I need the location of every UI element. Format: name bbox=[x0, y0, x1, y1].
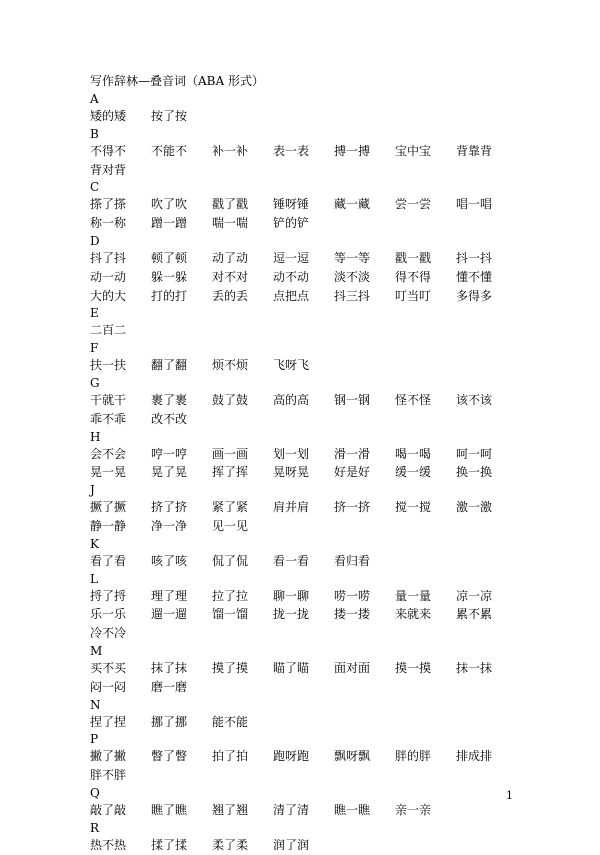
word-entry: 会不会 bbox=[90, 446, 127, 461]
word-entry: 跑呀跑 bbox=[273, 749, 310, 764]
word-entry: 挤一挤 bbox=[334, 500, 371, 515]
letter-section bbox=[90, 820, 590, 855]
word-row bbox=[90, 498, 590, 517]
word-entry: 不能不 bbox=[151, 143, 188, 158]
word-entry: 闷一闷 bbox=[90, 679, 127, 694]
word-entry: 撅了撅 bbox=[90, 500, 127, 515]
section-letter: J bbox=[90, 483, 95, 498]
word-entry: 看一看 bbox=[273, 553, 310, 568]
word-row bbox=[90, 356, 590, 375]
word-entry: 拉了拉 bbox=[212, 588, 249, 603]
word-entry: 累不累 bbox=[456, 607, 493, 622]
letter-section bbox=[90, 233, 590, 305]
section-letter: P bbox=[90, 732, 99, 747]
word-entry: 撇了撇 bbox=[90, 749, 127, 764]
word-entry: 按了按 bbox=[151, 109, 188, 123]
word-entry: 理了理 bbox=[151, 588, 188, 603]
section-letter: Q bbox=[90, 785, 100, 800]
word-row bbox=[90, 321, 590, 340]
section-letter: N bbox=[90, 697, 101, 712]
word-entry: 改不改 bbox=[151, 411, 188, 426]
word-entry: 唱一唱 bbox=[456, 197, 493, 212]
word-entry: 润了润 bbox=[273, 837, 310, 852]
word-entry: 揉了揉 bbox=[151, 837, 188, 852]
letter-section bbox=[90, 482, 590, 536]
word-entry: 热不热 bbox=[90, 837, 127, 852]
word-entry: 喝一喝 bbox=[395, 446, 432, 461]
word-entry: 铲的铲 bbox=[273, 216, 310, 231]
word-entry: 抖一抖 bbox=[456, 250, 493, 265]
word-entry: 胖的胖 bbox=[395, 749, 432, 764]
word-entry: 拍了拍 bbox=[212, 749, 249, 764]
word-entry: 遛一遛 bbox=[151, 607, 188, 622]
word-row bbox=[90, 801, 590, 820]
word-entry: 鼓了鼓 bbox=[212, 392, 249, 407]
word-row bbox=[90, 410, 590, 429]
word-entry: 侃了侃 bbox=[212, 553, 249, 568]
word-entry: 咳了咳 bbox=[151, 553, 188, 568]
letter-section bbox=[90, 697, 590, 732]
word-entry: 点把点 bbox=[273, 288, 310, 303]
word-entry: 丢的丢 bbox=[212, 288, 249, 303]
word-row bbox=[90, 107, 590, 126]
section-letter: L bbox=[90, 571, 98, 586]
word-entry: 背靠背 bbox=[456, 143, 493, 158]
word-entry: 搂一搂 bbox=[334, 607, 371, 622]
word-entry: 瞥了瞥 bbox=[151, 749, 188, 764]
word-entry: 滑一滑 bbox=[334, 446, 371, 461]
word-entry: 尝一尝 bbox=[395, 197, 432, 212]
word-entry: 飘呀飘 bbox=[334, 749, 371, 764]
word-entry: 肩并肩 bbox=[273, 500, 310, 515]
word-row bbox=[90, 287, 590, 306]
word-entry: 静一静 bbox=[90, 518, 127, 533]
word-entry: 顿了顿 bbox=[151, 250, 188, 265]
section-letter: A bbox=[90, 92, 99, 106]
word-entry: 多得多 bbox=[456, 288, 493, 303]
word-row bbox=[90, 659, 590, 678]
section-letter: D bbox=[90, 233, 100, 248]
word-row bbox=[90, 142, 590, 161]
word-row bbox=[90, 678, 590, 697]
word-entry: 藏一藏 bbox=[334, 197, 371, 212]
section-letter: G bbox=[90, 375, 100, 390]
word-entry: 凉一凉 bbox=[456, 588, 493, 603]
word-entry: 高的高 bbox=[273, 392, 310, 407]
section-letter: R bbox=[90, 820, 100, 835]
word-entry: 搽了搽 bbox=[90, 197, 127, 212]
word-entry: 换一换 bbox=[456, 465, 493, 480]
word-entry: 锤呀锤 bbox=[273, 197, 310, 212]
word-entry: 大的大 bbox=[90, 288, 127, 303]
letter-section bbox=[90, 643, 590, 697]
word-entry: 补一补 bbox=[212, 143, 249, 158]
letter-section bbox=[90, 731, 590, 785]
word-entry: 瞧了瞧 bbox=[151, 802, 188, 817]
letter-section bbox=[90, 536, 590, 571]
letter-section bbox=[90, 375, 590, 429]
section-letter: E bbox=[90, 306, 99, 321]
word-entry: 钢一钢 bbox=[334, 392, 371, 407]
word-entry: 二百二 bbox=[90, 323, 127, 338]
word-entry: 动一动 bbox=[90, 269, 127, 284]
word-entry: 背对背 bbox=[90, 162, 127, 177]
word-entry: 冷不冷 bbox=[90, 626, 127, 641]
word-entry: 晃呀晃 bbox=[273, 465, 310, 480]
word-entry: 戳了戳 bbox=[212, 197, 249, 212]
letter-section bbox=[90, 91, 590, 126]
word-entry: 乐一乐 bbox=[90, 607, 127, 622]
word-entry: 清了清 bbox=[273, 802, 310, 817]
word-entry: 好是好 bbox=[334, 465, 371, 480]
letter-section bbox=[90, 179, 590, 233]
word-entry: 敲了敲 bbox=[90, 802, 127, 817]
section-letter: F bbox=[90, 341, 99, 356]
word-row bbox=[90, 605, 590, 624]
word-entry: 排成排 bbox=[456, 749, 493, 764]
word-row bbox=[90, 766, 590, 785]
word-row bbox=[90, 463, 590, 482]
word-entry: 摸一摸 bbox=[395, 660, 432, 675]
word-entry: 拢一拢 bbox=[273, 607, 310, 622]
section-letter: C bbox=[90, 180, 100, 195]
word-entry: 缓一缓 bbox=[395, 465, 432, 480]
word-entry: 划一划 bbox=[273, 446, 310, 461]
word-entry: 净一净 bbox=[151, 518, 188, 533]
word-entry: 面对面 bbox=[334, 660, 371, 675]
word-entry: 抖三抖 bbox=[334, 288, 371, 303]
word-entry: 淡不淡 bbox=[334, 269, 371, 284]
word-entry: 瞄了瞄 bbox=[273, 660, 310, 675]
word-entry: 搅一搅 bbox=[395, 500, 432, 515]
word-entry: 挥了挥 bbox=[212, 465, 249, 480]
word-entry: 挤了挤 bbox=[151, 500, 188, 515]
word-row bbox=[90, 249, 590, 268]
word-row bbox=[90, 747, 590, 766]
section-letter: H bbox=[90, 429, 101, 444]
word-row bbox=[90, 836, 590, 855]
word-entry: 矮的矮 bbox=[90, 109, 127, 123]
word-entry: 激一激 bbox=[456, 500, 493, 515]
word-entry: 叮当叮 bbox=[395, 288, 432, 303]
word-entry: 捋了捋 bbox=[90, 588, 127, 603]
word-entry: 见一见 bbox=[212, 518, 249, 533]
word-entry: 唠一唠 bbox=[334, 588, 371, 603]
word-entry: 等一等 bbox=[334, 250, 371, 265]
word-entry: 能不能 bbox=[212, 714, 249, 729]
word-entry: 看了看 bbox=[90, 553, 127, 568]
word-entry: 动了动 bbox=[212, 250, 249, 265]
word-entry: 表一表 bbox=[273, 143, 310, 158]
word-row bbox=[90, 268, 590, 287]
word-entry: 飞呀飞 bbox=[273, 358, 310, 373]
word-entry: 烦不烦 bbox=[212, 358, 249, 373]
letter-section bbox=[90, 126, 590, 180]
letter-section bbox=[90, 305, 590, 340]
word-entry: 晃了晃 bbox=[151, 465, 188, 480]
word-entry: 裹了裹 bbox=[151, 392, 188, 407]
word-entry: 哼一哼 bbox=[151, 446, 188, 461]
word-entry: 得不得 bbox=[395, 269, 432, 284]
word-entry: 动不动 bbox=[273, 269, 310, 284]
word-entry: 乖不乖 bbox=[90, 411, 127, 426]
word-entry: 干就干 bbox=[90, 392, 127, 407]
word-entry: 戳一戳 bbox=[395, 250, 432, 265]
word-row bbox=[90, 587, 590, 606]
word-entry: 翻了翻 bbox=[151, 358, 188, 373]
word-entry: 瞧一瞧 bbox=[334, 802, 371, 817]
word-row bbox=[90, 713, 590, 732]
word-entry: 喘一喘 bbox=[212, 216, 249, 231]
word-row bbox=[90, 161, 590, 180]
word-entry: 看归看 bbox=[334, 553, 371, 568]
word-row bbox=[90, 552, 590, 571]
word-entry: 摸了摸 bbox=[212, 660, 249, 675]
word-entry: 馏一馏 bbox=[212, 607, 249, 622]
word-entry: 躲一躲 bbox=[151, 269, 188, 284]
word-entry: 不得不 bbox=[90, 143, 127, 158]
word-entry: 懂不懂 bbox=[456, 269, 493, 284]
word-entry: 蹭一蹭 bbox=[151, 216, 188, 231]
word-entry: 称一称 bbox=[90, 216, 127, 231]
word-entry: 逗一逗 bbox=[273, 250, 310, 265]
word-row bbox=[90, 517, 590, 536]
word-entry: 宝中宝 bbox=[395, 143, 432, 158]
word-entry: 抖了抖 bbox=[90, 250, 127, 265]
page-number: 1 bbox=[506, 789, 513, 802]
letter-section bbox=[90, 785, 590, 820]
page-title: 写作辞林—叠音词（ABA 形式） bbox=[90, 74, 264, 88]
word-entry: 扶一扶 bbox=[90, 358, 127, 373]
word-entry: 翘了翘 bbox=[212, 802, 249, 817]
word-entry: 抹了抹 bbox=[151, 660, 188, 675]
word-entry: 对不对 bbox=[212, 269, 249, 284]
word-list bbox=[90, 91, 590, 855]
word-row bbox=[90, 214, 590, 233]
word-entry: 怪不怪 bbox=[395, 392, 432, 407]
word-row bbox=[90, 391, 590, 410]
section-letter: K bbox=[90, 536, 99, 551]
word-entry: 买不买 bbox=[90, 660, 127, 675]
word-row bbox=[90, 195, 590, 214]
word-entry: 打的打 bbox=[151, 288, 188, 303]
word-entry: 抹一抹 bbox=[456, 660, 493, 675]
word-entry: 柔了柔 bbox=[212, 837, 249, 852]
word-entry: 亲一亲 bbox=[395, 802, 432, 817]
word-entry: 吹了吹 bbox=[151, 197, 188, 212]
word-entry: 晃一晃 bbox=[90, 465, 127, 480]
section-letter: B bbox=[90, 126, 99, 141]
word-entry: 该不该 bbox=[456, 392, 493, 407]
word-entry: 来就来 bbox=[395, 607, 432, 622]
word-entry: 紧了紧 bbox=[212, 500, 249, 515]
letter-section bbox=[90, 429, 590, 483]
word-row bbox=[90, 445, 590, 464]
word-entry: 挪了挪 bbox=[151, 714, 188, 729]
word-entry: 搏一搏 bbox=[334, 143, 371, 158]
letter-section bbox=[90, 571, 590, 643]
word-entry: 胖不胖 bbox=[90, 768, 127, 783]
section-letter: M bbox=[90, 643, 103, 658]
word-entry: 磨一磨 bbox=[151, 679, 188, 694]
letter-section bbox=[90, 340, 590, 375]
word-entry: 捏了捏 bbox=[90, 714, 127, 729]
word-entry: 聊一聊 bbox=[273, 588, 310, 603]
word-entry: 呵一呵 bbox=[456, 446, 493, 461]
word-entry: 量一量 bbox=[395, 588, 432, 603]
word-entry: 画一画 bbox=[212, 446, 249, 461]
word-row bbox=[90, 624, 590, 643]
